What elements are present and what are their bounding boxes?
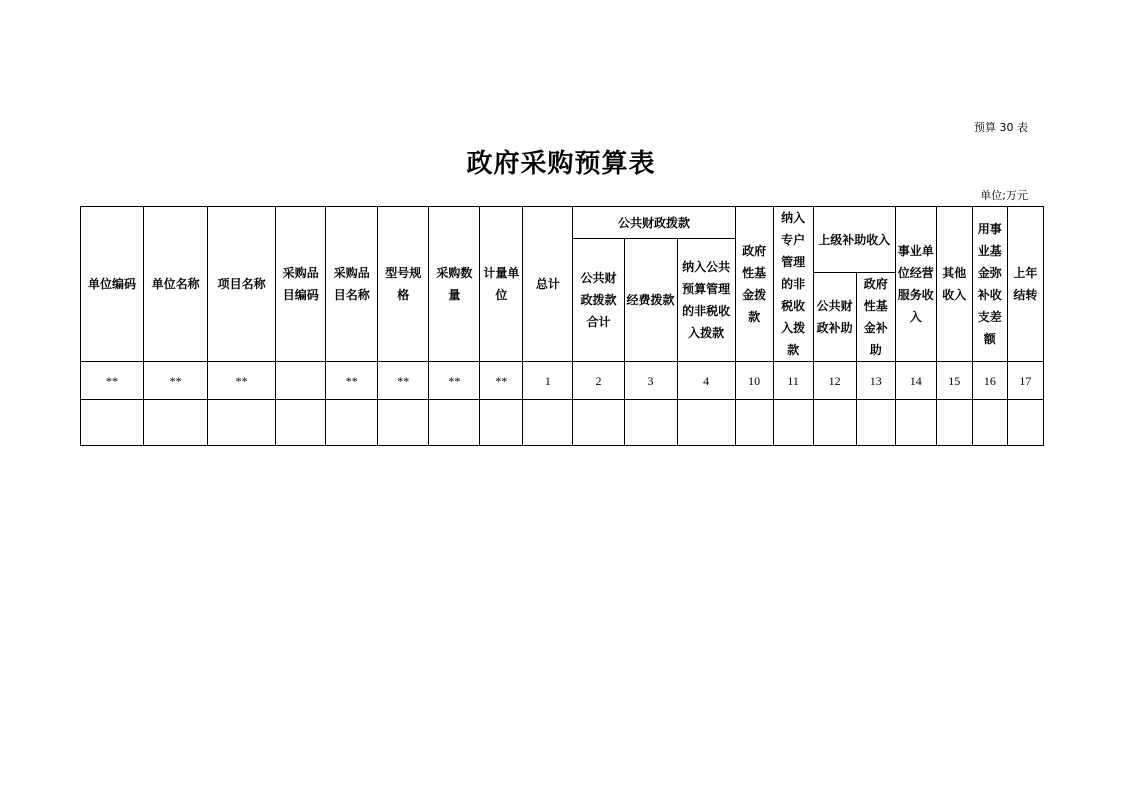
table-cell [429, 400, 480, 446]
table-cell [624, 400, 677, 446]
table-cell [895, 400, 936, 446]
header-purchase-qty: 采购数量 [429, 207, 480, 362]
header-balance-supplement: 用事业基金弥补收支差额 [972, 207, 1007, 362]
header-other-income: 其他收入 [936, 207, 972, 362]
header-funding-allocation: 经费拨款 [624, 239, 677, 362]
column-number-row [81, 362, 1044, 400]
table-cell: 4 [677, 362, 735, 400]
header-gov-fund-subsidy: 政府性基金补助 [856, 273, 895, 362]
header-higher-subsidy-group: 上级补助收入 [813, 207, 895, 273]
table-cell: 16 [972, 362, 1007, 400]
table-cell [936, 400, 972, 446]
table-cell [326, 400, 378, 446]
table-cell [81, 400, 144, 446]
header-public-finance-subtotal: 公共财政拨款合计 [573, 239, 624, 362]
table-cell [573, 400, 624, 446]
header-prior-year-carryover: 上年结转 [1007, 207, 1043, 362]
table-cell: 11 [773, 362, 813, 400]
table-cell: 13 [856, 362, 895, 400]
table-cell: 2 [573, 362, 624, 400]
table-cell [480, 400, 523, 446]
header-project-name: 项目名称 [208, 207, 276, 362]
table-cell: 14 [895, 362, 936, 400]
table-cell: ** [208, 362, 276, 400]
table-cell [773, 400, 813, 446]
header-public-finance-subsidy: 公共财政补助 [813, 273, 856, 362]
table-cell [144, 400, 208, 446]
header-business-income: 事业单位经营服务收入 [895, 207, 936, 362]
table-cell [1007, 400, 1043, 446]
table-cell: 1 [523, 362, 573, 400]
procurement-budget-table [80, 206, 1044, 446]
header-unit-code: 单位编码 [81, 207, 144, 362]
table-number: 预算 30 表 [974, 121, 1028, 134]
table-cell: ** [81, 362, 144, 400]
header-measure-unit: 计量单位 [480, 207, 523, 362]
page-title: 政府采购预算表 [466, 149, 656, 179]
table-cell [378, 400, 429, 446]
header-model-spec: 型号规格 [378, 207, 429, 362]
table-cell [813, 400, 856, 446]
table-cell: ** [429, 362, 480, 400]
header-total: 总计 [523, 207, 573, 362]
header-item-code: 采购品目编码 [276, 207, 326, 362]
header-item-name: 采购品目名称 [326, 207, 378, 362]
table-cell [677, 400, 735, 446]
table-cell [208, 400, 276, 446]
table-cell: 17 [1007, 362, 1043, 400]
table-cell: ** [480, 362, 523, 400]
header-special-non-tax: 纳入专户管理的非税收入拨款 [773, 207, 813, 362]
table-cell: 10 [735, 362, 773, 400]
table-cell: 12 [813, 362, 856, 400]
header-unit-name: 单位名称 [144, 207, 208, 362]
table-cell [276, 362, 326, 400]
table-cell: 3 [624, 362, 677, 400]
table-cell [523, 400, 573, 446]
table-row [81, 400, 1044, 446]
table-cell [972, 400, 1007, 446]
table-cell: ** [144, 362, 208, 400]
table-cell [276, 400, 326, 446]
table-cell: ** [326, 362, 378, 400]
header-public-finance-group: 公共财政拨款 [573, 207, 735, 239]
header-gov-fund: 政府性基金拨款 [735, 207, 773, 362]
header-non-tax-in-budget: 纳入公共预算管理的非税收入拨款 [677, 239, 735, 362]
table-cell: ** [378, 362, 429, 400]
unit-label: 单位;万元 [980, 189, 1028, 202]
table-cell: 15 [936, 362, 972, 400]
table-cell [735, 400, 773, 446]
table-cell [856, 400, 895, 446]
